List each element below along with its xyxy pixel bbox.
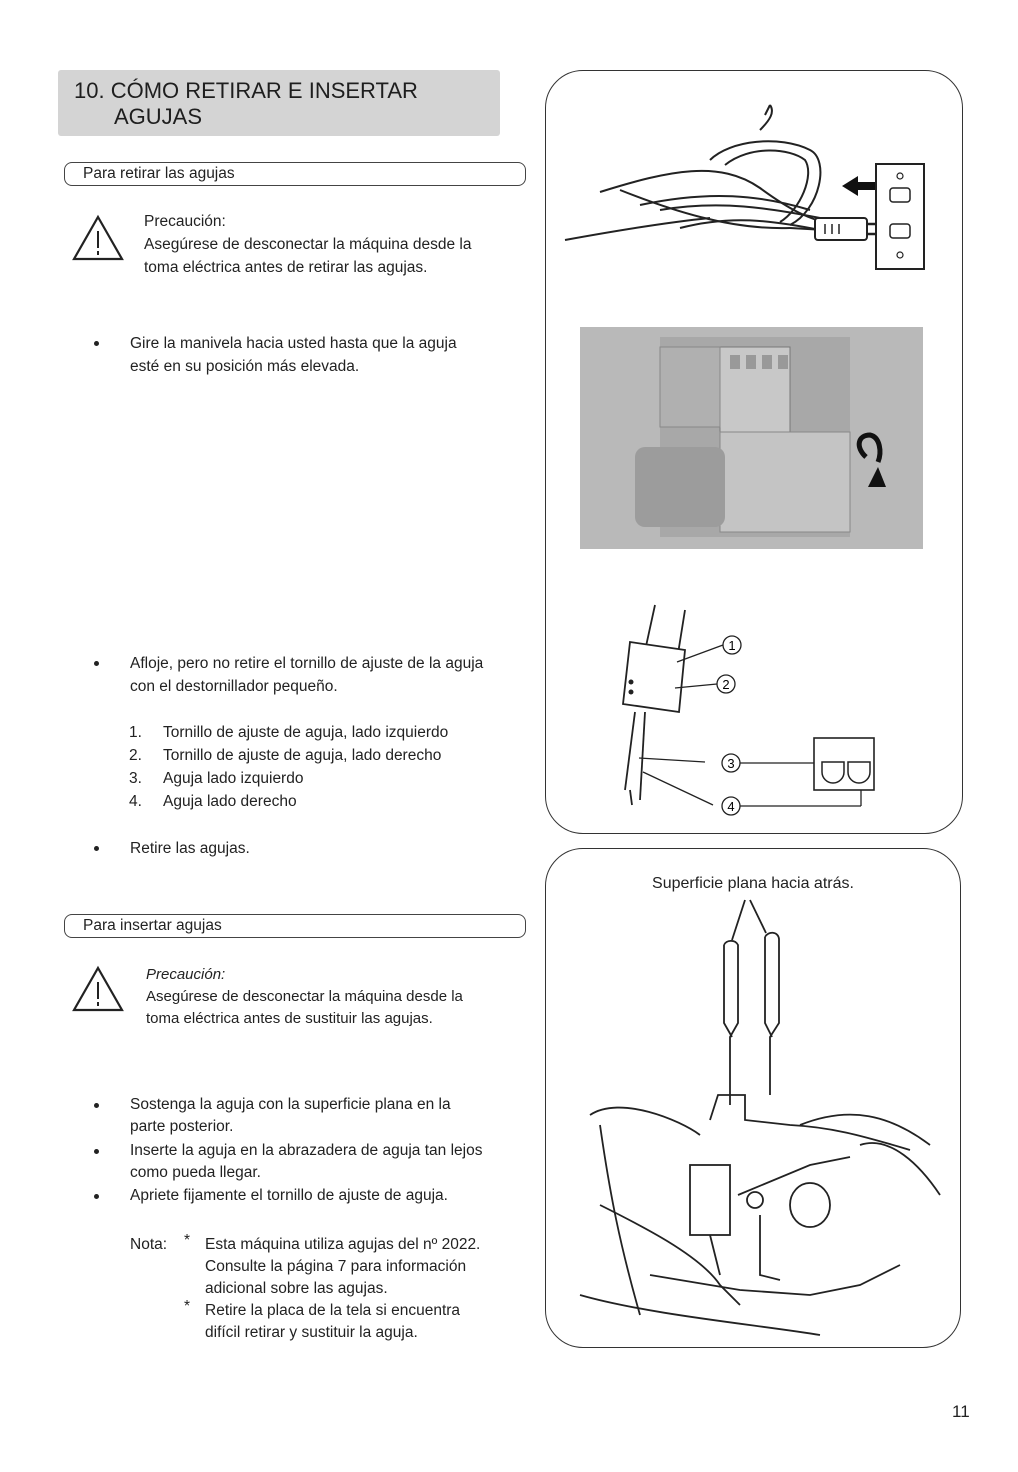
insert-caution-line-2: toma eléctrica antes de sustituir las agujas.	[146, 1010, 433, 1027]
note-list	[184, 1234, 534, 1344]
note-2-line-2: difícil retirar y sustituir la aguja.	[205, 1324, 418, 1341]
parts-list-item: 4. Aguja lado derecho	[129, 793, 297, 810]
note-2-line-1: Retire la placa de la tela si encuentra	[205, 1302, 461, 1319]
note-1-line-1: Esta máquina utiliza agujas del nº 2022.	[205, 1236, 481, 1253]
needle-clamp-diagram	[595, 600, 885, 825]
remove-caution-line-2: toma eléctrica antes de retirar las agujas.	[144, 259, 428, 276]
insert-step-1-line-2: parte posterior.	[130, 1118, 234, 1135]
parts-list-item: 2. Tornillo de ajuste de aguja, lado derecho	[129, 747, 442, 764]
serger-machine-photo	[580, 327, 923, 549]
page-number: 11	[952, 1402, 970, 1421]
callout-3: 3	[727, 756, 735, 771]
remove-caution-title: Precaución:	[144, 213, 226, 230]
callout-4: 4	[727, 799, 735, 814]
remove-step-1-line-1: Gire la manivela hacia usted hasta que la aguja	[130, 335, 457, 352]
remove-step-2-line-2: con el destornillador pequeño.	[130, 678, 338, 695]
section-heading	[58, 70, 500, 136]
callout-1: 1	[728, 638, 736, 653]
bullet-dot	[94, 1103, 99, 1108]
insert-caution-line-1: Asegúrese de desconectar la máquina desde la	[146, 988, 463, 1005]
bullet-dot	[94, 1149, 99, 1154]
insert-subheading: Para insertar agujas	[64, 914, 526, 938]
heading-line-2: AGUJAS	[114, 104, 203, 129]
remove-step-2	[94, 652, 534, 698]
remove-step-3	[94, 837, 534, 860]
arrow-left-icon	[842, 176, 878, 196]
heading-line-1: 10. CÓMO RETIRAR E INSERTAR	[74, 78, 418, 103]
insert-step-2-line-1: Inserte la aguja en la abrazadera de aguja tan lejos	[130, 1142, 483, 1159]
needle-insertion-illustration	[560, 895, 950, 1340]
warning-triangle-icon	[72, 214, 124, 262]
remove-subheading: Para retirar las agujas	[64, 162, 526, 186]
bullet-dot	[94, 341, 99, 346]
rotate-arrow-icon	[868, 467, 886, 487]
remove-caution	[144, 210, 534, 279]
insert-step-2-line-2: como pueda llegar.	[130, 1164, 261, 1181]
insert-caution	[146, 964, 536, 1030]
remove-step-1	[94, 332, 534, 378]
remove-step-2-line-1: Afloje, pero no retire el tornillo de ajuste de la aguja	[130, 655, 484, 672]
note-label: Nota:	[130, 1236, 168, 1253]
note-item	[184, 1234, 534, 1300]
remove-step-3-text: Retire las agujas.	[130, 840, 250, 857]
insert-caution-title: Precaución:	[146, 966, 226, 983]
parts-list-item: 1. Tornillo de ajuste de aguja, lado izquierdo	[129, 724, 449, 741]
bullet-dot	[94, 1194, 99, 1199]
note-item	[184, 1300, 534, 1344]
insert-step-3	[94, 1185, 534, 1207]
parts-list-item: 3. Aguja lado izquierdo	[129, 770, 304, 787]
callout-2: 2	[722, 677, 730, 692]
parts-list	[129, 721, 529, 813]
insert-step-1-line-1: Sostenga la aguja con la superficie plana en la	[130, 1096, 451, 1113]
remove-step-1-line-2: esté en su posición más elevada.	[130, 358, 360, 375]
remove-caution-line-1: Asegúrese de desconectar la máquina desde la	[144, 236, 472, 253]
insert-step-1	[94, 1094, 534, 1138]
note-1-line-3: adicional sobre las agujas.	[205, 1280, 388, 1297]
note-1-line-2: Consulte la página 7 para información	[205, 1258, 467, 1275]
bullet-dot	[94, 661, 99, 666]
power-cord-illustration	[560, 100, 955, 285]
needle-caption: Superficie plana hacia atrás.	[652, 875, 854, 892]
insert-step-3-text: Apriete fijamente el tornillo de ajuste de aguja.	[130, 1187, 448, 1204]
warning-triangle-icon	[72, 965, 124, 1013]
asterisk-icon: *	[184, 1298, 191, 1315]
bullet-dot	[94, 846, 99, 851]
insert-step-2	[94, 1140, 534, 1184]
asterisk-icon: *	[184, 1232, 191, 1249]
